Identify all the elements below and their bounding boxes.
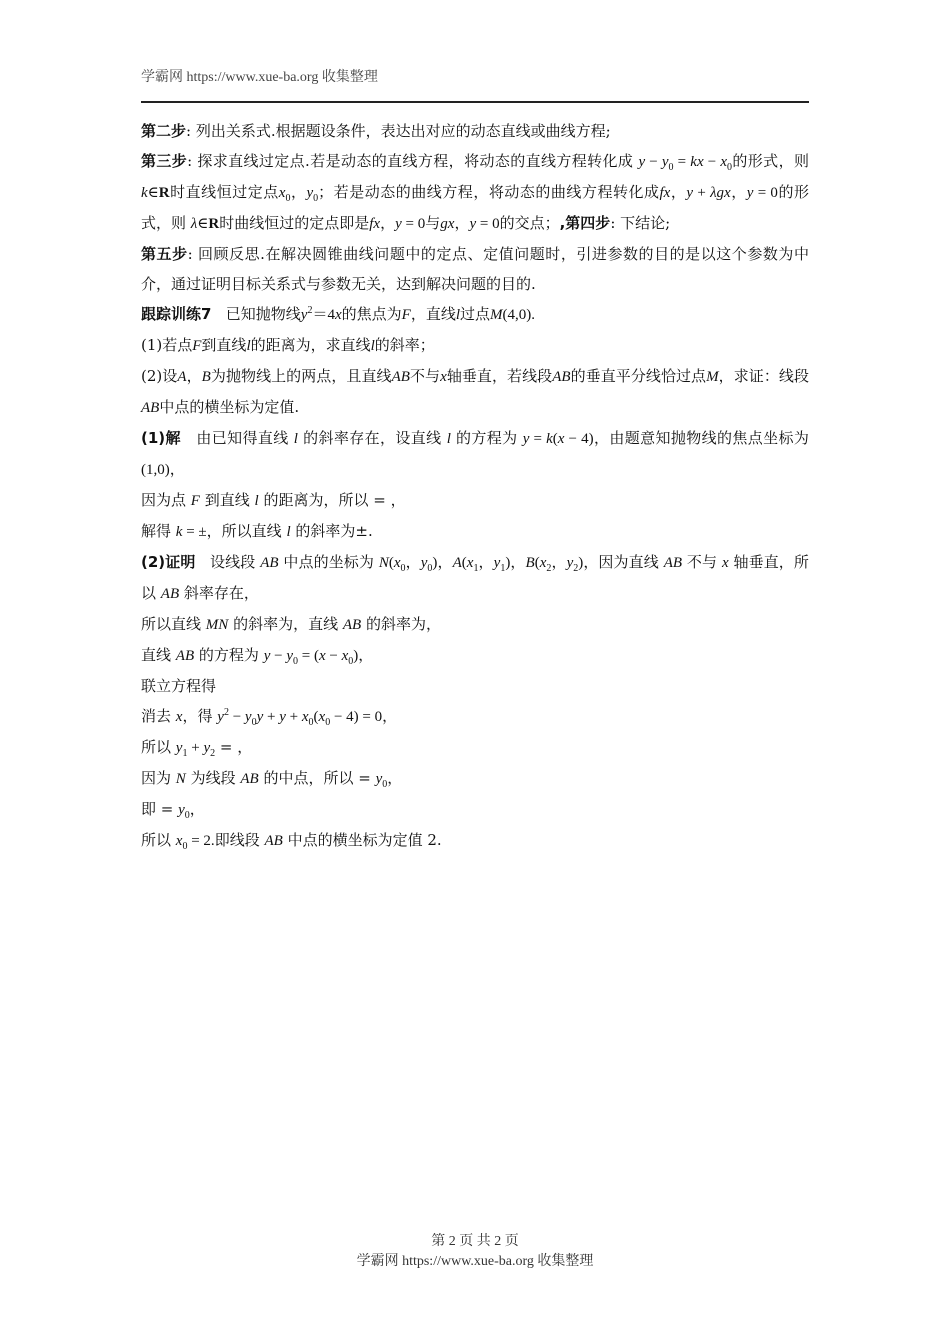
exercise-question-2: (2)设A，B为抛物线上的两点，且直线AB不与x轴垂直，若线段AB的垂直平分线恰过点M，求证：线段AB中点的横坐标为定值. bbox=[141, 367, 809, 416]
step-3-label: 第三步 bbox=[141, 152, 188, 170]
solution-2-line-3: 直线 AB 的方程为 $y - y_0 = (x - x_0)$， bbox=[141, 646, 374, 667]
step-2-label: 第二步 bbox=[141, 122, 187, 140]
page-number: 第 2 页 共 2 页 bbox=[431, 1234, 519, 1249]
solution-1-line-1: (1)解 由已知得直线 l 的斜率存在，设直线 l 的方程为 y = k(x − 4)，由题意知抛物线的焦点坐标为(1,0)， bbox=[141, 429, 809, 478]
page-header: 学霸网 https://www.xue-ba.org 收集整理 bbox=[141, 70, 378, 85]
solution-1-line-2: 因为点 F 到直线 l 的距离为，所以 = ， bbox=[141, 491, 406, 509]
header-rule bbox=[141, 101, 809, 103]
solution-2-line-2: 所以直线 MN 的斜率为，直线 AB 的斜率为， bbox=[141, 615, 441, 633]
solution-1-label: (1)解 bbox=[141, 429, 181, 447]
page-footer: 学霸网 https://www.xue-ba.org 收集整理 bbox=[356, 1254, 594, 1269]
math-line-form: $y - y_0$ = kx − $x_0$ bbox=[638, 154, 733, 173]
solution-2-line-1: (2)证明 设线段 AB 中点的坐标为 $N(x_0$，$y_0$)，$A(x_1$，$y_1$)，$B(x_2$，$y_2$)，因为直线 AB 不与 x 轴垂直，所以 AB 斜率存在， bbox=[141, 553, 809, 602]
step-2-paragraph bbox=[141, 116, 809, 146]
exercise-label: 跟踪训练7 bbox=[141, 305, 212, 323]
solution-2-label: (2)证明 bbox=[141, 553, 196, 571]
step-4-label: ,第四步 bbox=[559, 214, 611, 232]
solution-2-line-9: 所以 $x_0 = 2$.即线段 AB 中点的横坐标为定值 2. bbox=[141, 831, 442, 852]
solution-2-line-8: 即 = $y_0$， bbox=[141, 800, 205, 821]
solution-2-line-6: 所以 $y_1 + y_2$ = ， bbox=[141, 738, 253, 759]
step-5-label: 第五步 bbox=[141, 245, 188, 263]
solution-2-line-4: 联立方程得 bbox=[141, 677, 217, 695]
solution-1-line-3: 解得 k = ±，所以直线 l 的斜率为±. bbox=[141, 522, 373, 540]
step-5-paragraph: 第五步: 回顾反思.在解决圆锥曲线问题中的定点、定值问题时，引进参数的目的是以这个参数为中介，通过证明目标关系式与参数无关，达到解决问题的目的. bbox=[141, 245, 809, 293]
step-2-text: : 列出关系式.根据题设条件，表达出对应的动态直线或曲线方程; bbox=[186, 122, 611, 140]
exercise-statement: 跟踪训练7 已知抛物线$y^2=4x$的焦点为F，直线l过点M(4,0). bbox=[141, 305, 536, 323]
solution-2-line-5: 消去 x，得 $y^2 - y_0y + y + x_0(x_0 - 4) = 0$， bbox=[141, 707, 398, 728]
step-3-paragraph: 第三步: 探求直线过定点.若是动态的直线方程，将动态的直线方程转化成 $y - y_0$ = kx − $x_0$的形式，则 k∈R时直线恒过定点$x_0$，$y_0$；若是动态的曲线方程，将动态的曲线方程转化成fx，y + λgx，y = 0的形式，则 λ∈R时曲线恒过的定点即是fx，y = 0与gx，y = 0的交点；,第四步: 下结论; bbox=[141, 152, 809, 232]
exercise-question-1: (1)若点F到直线l的距离为，求直线l的斜率； bbox=[141, 336, 435, 354]
document-body bbox=[141, 116, 809, 856]
solution-2-line-7: 因为 N 为线段 AB 的中点，所以 = $y_0$， bbox=[141, 769, 403, 790]
